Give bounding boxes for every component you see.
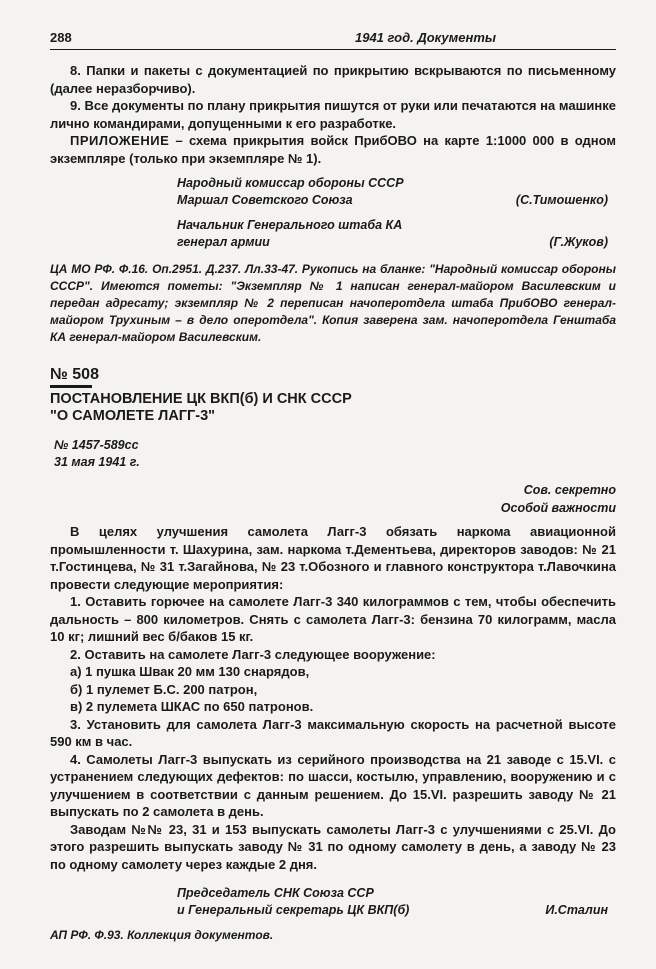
document-number-underline: [50, 385, 92, 388]
body-paragraph: 2. Оставить на самолете Лагг-3 следующее вооружение:: [70, 646, 436, 662]
signature-block-zhukov: [177, 217, 616, 251]
running-title: 1941 год. Документы: [354, 30, 496, 45]
archive-reference-2: АП РФ. Ф.93. Коллекция документов.: [50, 928, 274, 942]
document-ref-number: № 1457-589сс: [54, 438, 139, 452]
body-paragraph: 4. Самолеты Лагг-3 выпускать из серийного производства на 21 заводе с 15.VI. с устранением следующих дефектов: по шасси, костылю, управлению, вооружению и с улучшением в соответствии с данным решением. До 15.VI. разрешить заводу № 21 выпускать по 2 самолета в день.: [50, 751, 616, 819]
paragraph-9: 9. Все документы по плану прикрытия пишутся от руки или печатаются на машинке лично командирами, допущенными к его разработке.: [50, 98, 616, 131]
document-page: [50, 30, 616, 944]
document-number: № 508: [50, 366, 99, 383]
appendix-text: – схема прикрытия войск ПрибОВО на карте 1:1000 000 в одном экземпляре (только при экземпляре № 1).: [50, 133, 616, 166]
signature-title-line: Председатель СНК Союза ССР: [177, 886, 374, 900]
paragraph-8: 8. Папки и пакеты с документацией по прикрытию вскрываются по письменному (далее неразборчиво).: [50, 63, 616, 96]
signature-name: (Г.Жуков): [549, 235, 608, 249]
body-list-item: б) 1 пулемет Б.С. 200 патрон,: [70, 681, 258, 697]
classification-secret: Сов. секретно: [523, 483, 616, 497]
body-list-item: в) 2 пулемета ШКАС по 650 патронов.: [70, 699, 314, 714]
classification-importance: Особой важности: [500, 501, 616, 515]
appendix-label: ПРИЛОЖЕНИЕ: [70, 133, 170, 148]
page-header: [50, 30, 616, 50]
body-paragraph: 3. Установить для самолета Лагг-3 максимальную скорость на расчетной высоте 590 км в час.: [50, 716, 616, 749]
page-number: 288: [50, 30, 72, 45]
document-date: 31 мая 1941 г.: [54, 455, 140, 469]
signature-name: (С.Тимошенко): [515, 193, 608, 207]
signature-title-line: и Генеральный секретарь ЦК ВКП(б): [177, 903, 410, 917]
body-paragraph: 1. Оставить горючее на самолете Лагг-3 340 килограммов с тем, чтобы обеспечить дальность – 800 километров. Снять с самолета Лагг-3: бензина 70 килограмм, масла 10 кг; лишний вес б/баков 15 кг.: [50, 594, 616, 644]
signature-name: И.Сталин: [545, 903, 608, 917]
signature-title-line: генерал армии: [177, 235, 270, 249]
signature-title-line: Маршал Советского Союза: [177, 193, 353, 207]
body-paragraph: В целях улучшения самолета Лагг-3 обязать наркома авиационной промышленности т. Шахурина, зам. наркома т.Дементьева, директоров заводов: № 21 т.Гостинцева, № 31 т.Загайнова, № 23 т.Обозного и главного конструктора т.Лавочкина провести следующие мероприятия:: [50, 524, 616, 592]
signature-title-line: Начальник Генерального штаба КА: [177, 218, 403, 232]
archive-reference-1: ЦА МО РФ. Ф.16. Оп.2951. Д.237. Лл.33-47. Рукопись на бланке: "Народный комиссар обороны СССР". Имеются пометы: "Экземпляр № 1 написан генерал-майором Василевским и передан адресату; экземпляр № 2 переписан начоперотдела штаба ПрибОВО генерал-майором Трухиным – в дело оперотдела". Копия заверена зам. начоперотдела Генштаба КА генерал-майором Василевским.: [50, 262, 616, 344]
appendix-paragraph: [50, 132, 616, 167]
signature-block-timoshenko: [177, 175, 616, 209]
signature-block-stalin: [177, 885, 616, 919]
body-paragraph: Заводам №№ 23, 31 и 153 выпускать самолеты Лагг-3 с улучшениями с 25.VI. До этого разрешить выпускать заводу № 31 по одному самолету в день, а заводу № 23 по одному самолету через каждые 2 дня.: [50, 821, 616, 872]
document-title-line-2: "О САМОЛЕТЕ ЛАГГ-3": [50, 408, 216, 424]
document-title-line-1: ПОСТАНОВЛЕНИЕ ЦК ВКП(б) И СНК СССР: [50, 391, 352, 407]
body-list-item: а) 1 пушка Швак 20 мм 130 снарядов,: [70, 664, 310, 679]
signature-title-line: Народный комиссар обороны СССР: [177, 176, 404, 190]
